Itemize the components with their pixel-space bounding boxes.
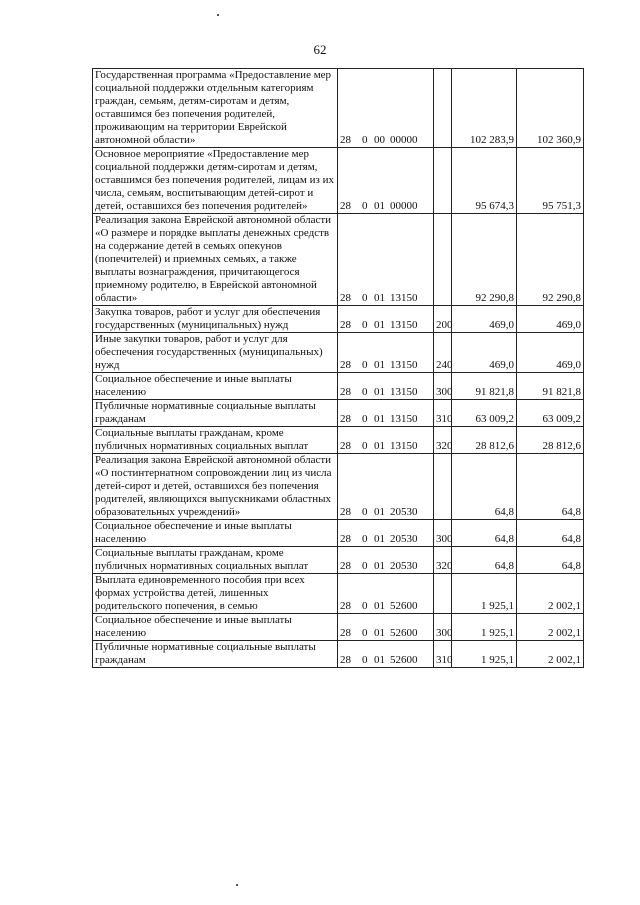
table-row — [93, 306, 584, 333]
event-code: 01 — [374, 386, 385, 398]
table-row — [93, 69, 584, 148]
subprogram-code: 0 — [362, 600, 368, 612]
amount-first-year: 469,0 — [452, 306, 517, 333]
expense-name: Публичные нормативные социальные выплаты гражданам — [93, 400, 338, 427]
table-row — [93, 214, 584, 306]
page-number: 62 — [313, 42, 327, 57]
program-code: 28 — [340, 440, 351, 452]
expense-name: Социальное обеспечение и иные выплаты населению — [93, 520, 338, 547]
event-code: 01 — [374, 654, 385, 666]
program-code: 28 — [340, 600, 351, 612]
table-row — [93, 520, 584, 547]
direction-code: 13150 — [390, 319, 418, 331]
expense-name: Социальные выплаты гражданам, кроме публичных нормативных социальных выплат — [93, 427, 338, 454]
amount-first-year: 92 290,8 — [452, 214, 517, 306]
expense-name: Государственная программа «Предоставление мер социальной поддержки отдельным категориям граждан, семьям, детям-сиротам и детям, оставшимся без попечения родителей, проживающим на территории Еврейской автономной области» — [93, 69, 338, 148]
expense-type-code — [434, 574, 452, 614]
target-article-code — [338, 427, 434, 454]
event-code: 01 — [374, 200, 385, 212]
expense-type-code — [434, 214, 452, 306]
direction-code: 13150 — [390, 292, 418, 304]
program-code: 28 — [340, 319, 351, 331]
amount-first-year: 1 925,1 — [452, 574, 517, 614]
program-code: 28 — [340, 506, 351, 518]
direction-code: 13150 — [390, 440, 418, 452]
expense-type-code: 310 — [434, 641, 452, 668]
subprogram-code: 0 — [362, 200, 368, 212]
expense-name: Иные закупки товаров, работ и услуг для обеспечения государственных (муниципальных) нужд — [93, 333, 338, 373]
table-row — [93, 574, 584, 614]
event-code: 01 — [374, 440, 385, 452]
amount-first-year: 1 925,1 — [452, 641, 517, 668]
event-code: 01 — [374, 560, 385, 572]
event-code: 01 — [374, 506, 385, 518]
table-row — [93, 547, 584, 574]
amount-second-year: 64,8 — [517, 547, 584, 574]
program-code: 28 — [340, 654, 351, 666]
expense-type-code: 200 — [434, 306, 452, 333]
direction-code: 00000 — [390, 200, 418, 212]
expense-name: Закупка товаров, работ и услуг для обеспечения государственных (муниципальных) нужд — [93, 306, 338, 333]
amount-second-year: 95 751,3 — [517, 148, 584, 214]
amount-second-year: 92 290,8 — [517, 214, 584, 306]
table-row — [93, 427, 584, 454]
expense-type-code: 300 — [434, 373, 452, 400]
amount-second-year: 28 812,6 — [517, 427, 584, 454]
scan-speck-top — [217, 14, 219, 16]
target-article-code — [338, 306, 434, 333]
amount-first-year: 64,8 — [452, 454, 517, 520]
expense-type-code: 310 — [434, 400, 452, 427]
amount-first-year: 102 283,9 — [452, 69, 517, 148]
amount-second-year: 469,0 — [517, 333, 584, 373]
subprogram-code: 0 — [362, 560, 368, 572]
table-row — [93, 614, 584, 641]
event-code: 01 — [374, 292, 385, 304]
subprogram-code: 0 — [362, 627, 368, 639]
target-article-code — [338, 214, 434, 306]
expense-name: Социальные выплаты гражданам, кроме публичных нормативных социальных выплат — [93, 547, 338, 574]
event-code: 00 — [374, 134, 385, 146]
event-code: 01 — [374, 533, 385, 545]
target-article-code — [338, 520, 434, 547]
subprogram-code: 0 — [362, 134, 368, 146]
program-code: 28 — [340, 413, 351, 425]
expense-type-code: 240 — [434, 333, 452, 373]
subprogram-code: 0 — [362, 654, 368, 666]
amount-second-year: 2 002,1 — [517, 614, 584, 641]
amount-first-year: 64,8 — [452, 520, 517, 547]
target-article-code — [338, 400, 434, 427]
program-code: 28 — [340, 627, 351, 639]
expense-type-code — [434, 69, 452, 148]
amount-first-year: 28 812,6 — [452, 427, 517, 454]
subprogram-code: 0 — [362, 386, 368, 398]
expense-name: Публичные нормативные социальные выплаты гражданам — [93, 641, 338, 668]
amount-second-year: 2 002,1 — [517, 574, 584, 614]
expense-name: Реализация закона Еврейской автономной области «О размере и порядке выплаты денежных средств на содержание детей в семьях опекунов (попечителей) и приемных семьях, а также выплаты вознаграждения, причитающегося приемному родителю, в Еврейской автономной области» — [93, 214, 338, 306]
target-article-code — [338, 454, 434, 520]
subprogram-code: 0 — [362, 292, 368, 304]
subprogram-code: 0 — [362, 440, 368, 452]
program-code: 28 — [340, 200, 351, 212]
event-code: 01 — [374, 413, 385, 425]
direction-code: 13150 — [390, 386, 418, 398]
amount-first-year: 1 925,1 — [452, 614, 517, 641]
subprogram-code: 0 — [362, 533, 368, 545]
target-article-code — [338, 69, 434, 148]
event-code: 01 — [374, 359, 385, 371]
direction-code: 52600 — [390, 654, 418, 666]
amount-second-year: 91 821,8 — [517, 373, 584, 400]
expense-name: Основное мероприятие «Предоставление мер социальной поддержки детям-сиротам и детям, оставшимся без попечения родителей, лицам из их числа, семьям, воспитывающим детей-сирот и детей, оставшихся без попечения родителей» — [93, 148, 338, 214]
amount-first-year: 63 009,2 — [452, 400, 517, 427]
target-article-code — [338, 641, 434, 668]
target-article-code — [338, 148, 434, 214]
table-row — [93, 148, 584, 214]
program-code: 28 — [340, 292, 351, 304]
target-article-code — [338, 547, 434, 574]
table-row — [93, 454, 584, 520]
amount-second-year: 102 360,9 — [517, 69, 584, 148]
target-article-code — [338, 333, 434, 373]
direction-code: 00000 — [390, 134, 418, 146]
program-code: 28 — [340, 134, 351, 146]
expense-type-code: 320 — [434, 547, 452, 574]
amount-second-year: 63 009,2 — [517, 400, 584, 427]
expense-name: Реализация закона Еврейской автономной области «О постинтернатном сопровождении лиц из числа детей-сирот и детей, оставшихся без попечения родителей, являющихся выпускниками областных образовательных учреждений» — [93, 454, 338, 520]
expense-name: Выплата единовременного пособия при всех формах устройства детей, лишенных родительского попечения, в семью — [93, 574, 338, 614]
subprogram-code: 0 — [362, 319, 368, 331]
program-code: 28 — [340, 359, 351, 371]
amount-second-year: 64,8 — [517, 454, 584, 520]
target-article-code — [338, 574, 434, 614]
target-article-code — [338, 614, 434, 641]
amount-first-year: 64,8 — [452, 547, 517, 574]
scan-speck-bottom — [236, 884, 238, 886]
expense-type-code: 300 — [434, 614, 452, 641]
table-row — [93, 641, 584, 668]
amount-second-year: 64,8 — [517, 520, 584, 547]
expense-type-code: 320 — [434, 427, 452, 454]
program-code: 28 — [340, 533, 351, 545]
direction-code: 13150 — [390, 413, 418, 425]
expense-name: Социальное обеспечение и иные выплаты населению — [93, 614, 338, 641]
amount-second-year: 2 002,1 — [517, 641, 584, 668]
budget-table-body — [93, 69, 584, 668]
expense-type-code — [434, 454, 452, 520]
table-row — [93, 373, 584, 400]
amount-second-year: 469,0 — [517, 306, 584, 333]
event-code: 01 — [374, 600, 385, 612]
direction-code: 20530 — [390, 560, 418, 572]
table-row — [93, 333, 584, 373]
amount-first-year: 469,0 — [452, 333, 517, 373]
direction-code: 13150 — [390, 359, 418, 371]
target-article-code — [338, 373, 434, 400]
expense-name: Социальное обеспечение и иные выплаты населению — [93, 373, 338, 400]
amount-first-year: 95 674,3 — [452, 148, 517, 214]
subprogram-code: 0 — [362, 413, 368, 425]
direction-code: 20530 — [390, 506, 418, 518]
expense-type-code — [434, 148, 452, 214]
subprogram-code: 0 — [362, 359, 368, 371]
budget-table — [92, 68, 584, 668]
direction-code: 52600 — [390, 600, 418, 612]
program-code: 28 — [340, 560, 351, 572]
table-row — [93, 400, 584, 427]
direction-code: 52600 — [390, 627, 418, 639]
event-code: 01 — [374, 627, 385, 639]
event-code: 01 — [374, 319, 385, 331]
amount-first-year: 91 821,8 — [452, 373, 517, 400]
expense-type-code: 300 — [434, 520, 452, 547]
subprogram-code: 0 — [362, 506, 368, 518]
program-code: 28 — [340, 386, 351, 398]
direction-code: 20530 — [390, 533, 418, 545]
